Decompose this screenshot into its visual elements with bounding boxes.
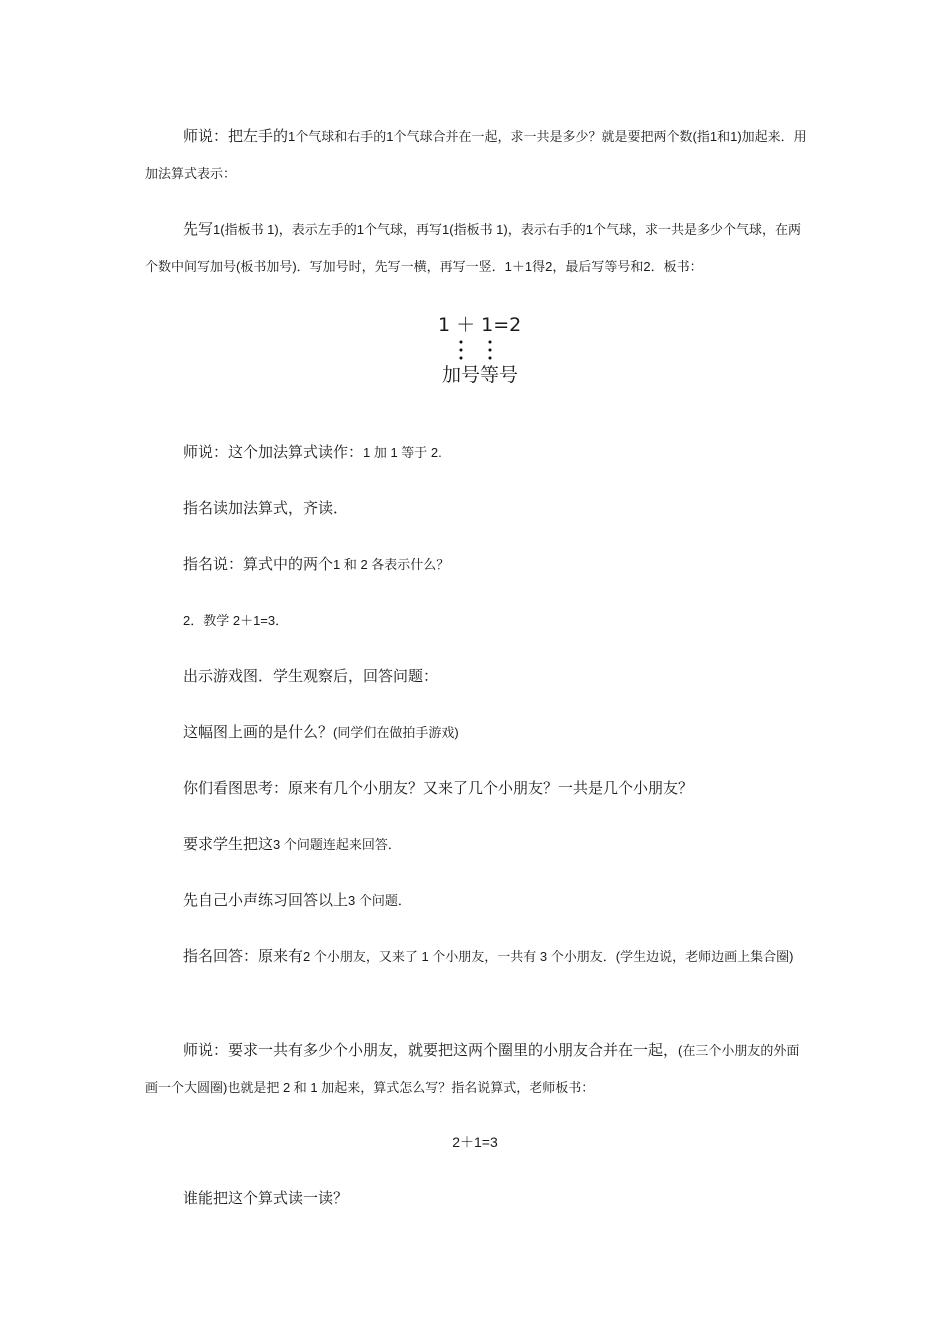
- line-read-equation: 师说：这个加法算式读作：1 加 1 等于 2.: [183, 443, 442, 461]
- paragraph-write-addition: 先写1(指板书 1)，表示左手的1个气球，再写1(指板书 1)，表示右手的1个气球，求一共是多少个气球，在两个数中间写加号(板书加号)．写加号时，先写一横，再写一竖．1＋1得2，最后写等号和2．板书：: [145, 220, 802, 274]
- paragraph-answer: 指名回答：原来有2 个小朋友，又来了 1 个小朋友，一共有 3 个小朋友．(学生边说，老师边画上集合圈): [183, 947, 794, 965]
- line-what-picture: 这幅图上画的是什么？(同学们在做拍手游戏): [183, 723, 459, 741]
- section-heading-2: 2．教学 2＋1=3．: [183, 613, 289, 628]
- line-connect-questions: 要求学生把这3 个问题连起来回答．: [183, 835, 401, 853]
- paragraph-teacher-balloons: 师说：把左手的1个气球和右手的1个气球合并在一起，求一共是多少？就是要把两个数(指1和1)加起来．用加法算式表示：: [145, 127, 807, 181]
- equation-diagram: [420, 310, 540, 390]
- line-read-together: 指名读加法算式，齐读．: [183, 499, 349, 517]
- line-think-questions: 你们看图思考：原来有几个小朋友？又来了几个小朋友？一共是几个小朋友？: [183, 779, 694, 797]
- line-show-game: 出示游戏图．学生观察后，回答问题：: [183, 667, 439, 685]
- line-practice: 先自己小声练习回答以上3 个问题．: [183, 891, 411, 909]
- paragraph-combine: 师说：要求一共有多少个小朋友，就要把这两个圈里的小朋友合并在一起，(在三个小朋友的外面画一个大圆圈)也就是把 2 和 1 加起来，算式怎么写？指名说算式，老师板书：: [145, 1041, 800, 1095]
- equation-line: 1 ＋ 1=2: [438, 314, 522, 336]
- equation-labels: 加号等号: [442, 364, 519, 386]
- line-meaning-question: 指名说：算式中的两个1 和 2 各表示什么？: [183, 555, 450, 573]
- line-read-aloud: 谁能把这个算式读一读？: [183, 1189, 349, 1207]
- equation-2-plus-1: 2＋1=3: [452, 1134, 498, 1150]
- dotted-pointer-plus: [459, 338, 463, 362]
- dotted-pointer-equals: [488, 338, 492, 362]
